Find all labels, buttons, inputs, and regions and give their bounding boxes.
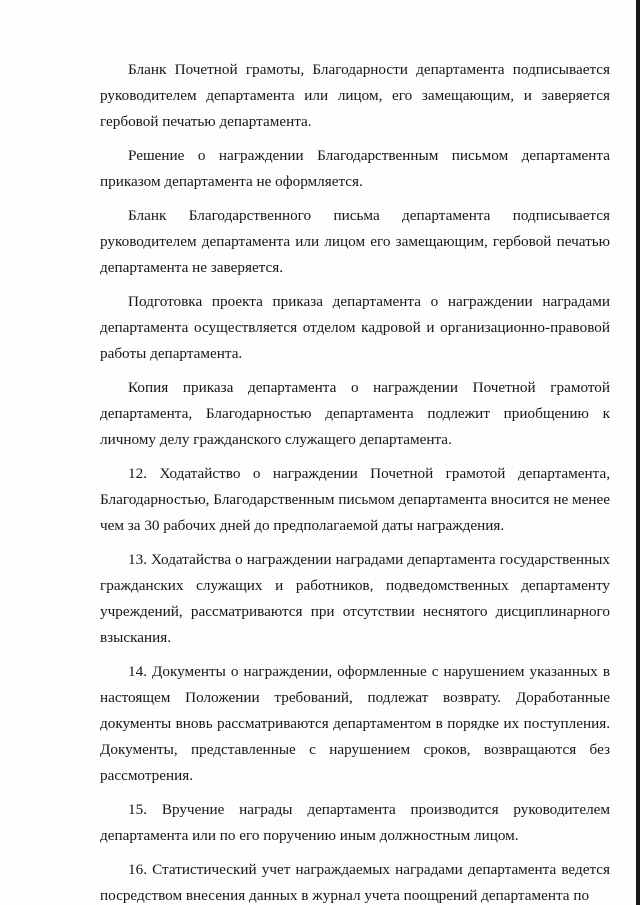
paragraph-item-15: 15. Вручение награды департамента производится руководителем департамента или по его поручению иным должностным лицом. (100, 801, 610, 844)
scan-edge (636, 0, 640, 905)
paragraph-decision-letter: Решение о награждении Благодарственным письмом департамента приказом департамента не оформляется. (100, 147, 610, 190)
paragraph-item-13: 13. Ходатайства о награждении наградами департамента государственных гражданских служащих и работников, подведомственных департаменту учреждений, рассматриваются при отсутствии неснятого дисциплинарного взыскания. (100, 551, 610, 646)
paragraph-order-copy: Копия приказа департамента о награждении Почетной грамотой департамента, Благодарностью департамента подлежит приобщению к личному делу гражданского служащего департамента. (100, 379, 610, 448)
paragraph-blank-letter-signing: Бланк Благодарственного письма департамента подписывается руководителем департамента или лицом его замещающим, гербовой печатью департамента не заверяется. (100, 207, 610, 276)
paragraph-item-14: 14. Документы о награждении, оформленные с нарушением указанных в настоящем Положении требований, подлежат возврату. Доработанные документы вновь рассматриваются департаментом в порядке их поступления. Документы, представленные с нарушением сроков, возвращаются без рассмотрения. (100, 663, 610, 784)
paragraph-item-16: 16. Статистический учет награждаемых наградами департамента ведется посредством внесения данных в журнал учета поощрений департамента по (100, 861, 610, 904)
paragraph-order-preparation: Подготовка проекта приказа департамента о награждении наградами департамента осуществляется отделом кадровой и организационно-правовой работы департамента. (100, 293, 610, 362)
paragraph-blank-gramota-signing: Бланк Почетной грамоты, Благодарности департамента подписывается руководителем департамента или лицом, его замещающим, и заверяется гербовой печатью департамента. (100, 61, 610, 130)
paragraph-item-12: 12. Ходатайство о награждении Почетной грамотой департамента, Благодарностью, Благодарственным письмом департамента вносится не менее чем за 30 рабочих дней до предполагаемой даты награждения. (100, 465, 610, 534)
document-body (100, 57, 610, 905)
